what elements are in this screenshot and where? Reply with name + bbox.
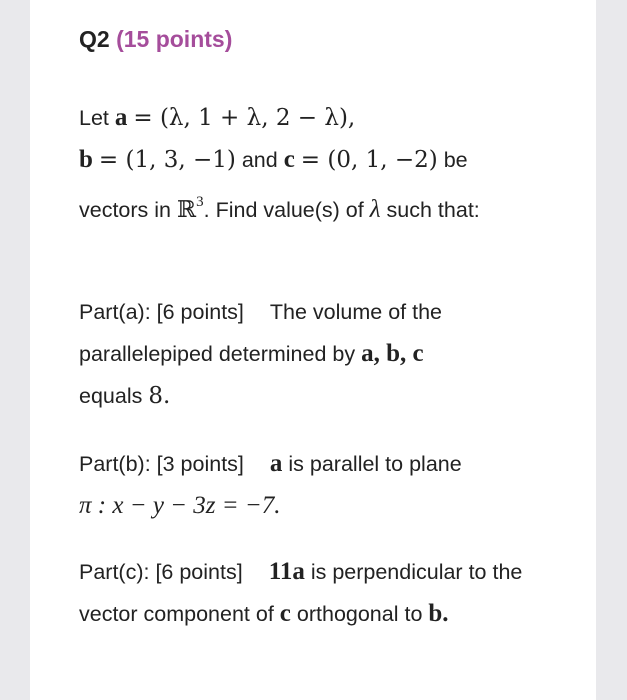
part-c-vector-c: c [279,600,291,627]
part-a-equals: equals [79,384,143,408]
question-title [79,24,232,54]
part-a-paragraph [79,291,549,417]
question-points: (15 points) [116,26,233,52]
part-a-value: 8. [148,383,171,409]
part-c-coefficient: 11 [268,558,293,585]
vector-a-definition: = (λ, 1 + λ, 2 − λ), [133,105,356,131]
plane-equation: π : x − y − 3z = −7. [79,492,281,519]
vector-b-definition: = (1, 3, −1) [98,147,236,173]
space-dimension: 3 [196,194,204,210]
lambda-symbol: λ [369,196,381,223]
part-a-label: Part(a): [6 points] [79,300,244,324]
question-label: Q2 [79,26,110,52]
part-c-vector-a: a [292,558,305,585]
vector-a: a [114,104,128,131]
vector-c: c [283,146,295,173]
part-b-vector-a: a [269,450,283,477]
part-c-period: . [442,600,449,627]
question-card [30,0,596,700]
part-b-paragraph [79,443,549,527]
part-a-vectors: a, b, c [361,340,424,367]
let-text: Let [79,106,109,130]
part-c-text-2: orthogonal to [296,602,423,626]
part-c-text: is perpendicular to the vector component of [79,560,523,626]
part-c-label: Part(c): [6 points] [79,560,243,584]
part-b-text: is parallel to plane [288,452,462,476]
such-that-text: such that: [386,198,480,222]
be-text: be [443,148,468,172]
vector-b: b [79,146,93,173]
find-text: . Find value(s) of [203,198,364,222]
part-c-vector-b: b [428,600,443,627]
intro-paragraph [79,97,549,231]
real-space-symbol: ℝ [177,197,197,223]
vector-c-definition: = (0, 1, −2) [300,147,438,173]
part-b-label: Part(b): [3 points] [79,452,244,476]
vectors-in-text: vectors in [79,198,172,222]
part-a-text: The volume of the parallelepiped determined by [79,300,443,366]
and-text: and [241,148,278,172]
part-c-paragraph [79,551,549,635]
